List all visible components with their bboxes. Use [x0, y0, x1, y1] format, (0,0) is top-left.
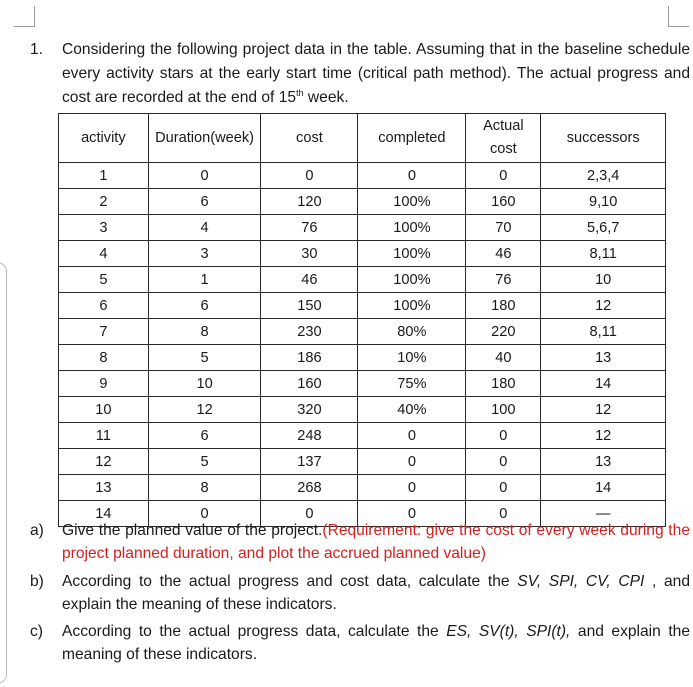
cell-completed: 0 — [358, 501, 466, 527]
table-row — [59, 397, 666, 423]
cell-completed: 0 — [358, 475, 466, 501]
table-row — [59, 449, 666, 475]
cell-actual-cost: 70 — [466, 215, 541, 241]
cell-completed: 10% — [358, 345, 466, 371]
part-b-label: b) — [30, 573, 44, 590]
cell-duration: 8 — [148, 319, 261, 345]
cell-cost: 160 — [261, 371, 358, 397]
cell-successors: 13 — [541, 345, 666, 371]
question-text: Considering the following project data in the table. Assuming that in the baseline schedule every activity stars at the early start time (critical path method). The actual progress and cost are recorded at the end of 15th week. — [62, 41, 690, 106]
part-b: b) According to the actual progress and cost data, calculate the SV, SPI, CV, CPI , and explain the meaning of these indicators. — [30, 570, 690, 616]
ordinal-suffix: th — [296, 88, 304, 98]
table-row — [59, 241, 666, 267]
header-activity: activity — [59, 114, 149, 163]
cell-actual-cost: 0 — [466, 423, 541, 449]
part-a-label: a) — [30, 522, 44, 539]
cell-actual-cost: 100 — [466, 397, 541, 423]
table-row — [59, 345, 666, 371]
table-row — [59, 371, 666, 397]
cell-completed: 100% — [358, 241, 466, 267]
cell-actual-cost: 160 — [466, 189, 541, 215]
cell-activity: 4 — [59, 241, 149, 267]
cell-actual-cost: 46 — [466, 241, 541, 267]
cell-activity: 12 — [59, 449, 149, 475]
cell-successors: 8,11 — [541, 241, 666, 267]
cell-cost: 137 — [261, 449, 358, 475]
cell-duration: 0 — [148, 163, 261, 189]
cell-cost: 186 — [261, 345, 358, 371]
cell-successors: — — [541, 501, 666, 527]
crop-mark-top-left — [14, 6, 35, 27]
question-number: 1. — [30, 41, 44, 58]
cell-successors: 8,11 — [541, 319, 666, 345]
cell-activity: 5 — [59, 267, 149, 293]
cell-completed: 80% — [358, 319, 466, 345]
cell-cost: 230 — [261, 319, 358, 345]
cell-successors: 13 — [541, 449, 666, 475]
cell-actual-cost: 0 — [466, 475, 541, 501]
cell-completed: 100% — [358, 293, 466, 319]
part-c: c) According to the actual progress data, calculate the ES, SV(t), SPI(t), and explain the meaning of these indicators. — [30, 620, 690, 666]
cell-activity: 3 — [59, 215, 149, 241]
cell-actual-cost: 180 — [466, 371, 541, 397]
cell-activity: 9 — [59, 371, 149, 397]
cell-actual-cost: 220 — [466, 319, 541, 345]
cell-successors: 10 — [541, 267, 666, 293]
part-a-text: Give the planned value of the project. — [62, 522, 323, 539]
cell-completed: 0 — [358, 449, 466, 475]
cell-completed: 0 — [358, 163, 466, 189]
table-header-row — [59, 114, 666, 163]
cell-activity: 10 — [59, 397, 149, 423]
cell-actual-cost: 40 — [466, 345, 541, 371]
table-row — [59, 475, 666, 501]
table-row — [59, 215, 666, 241]
cell-completed: 100% — [358, 215, 466, 241]
cell-cost: 268 — [261, 475, 358, 501]
side-scroll-bracket — [0, 262, 7, 684]
cell-activity: 13 — [59, 475, 149, 501]
cell-duration: 6 — [148, 189, 261, 215]
table-row — [59, 267, 666, 293]
cell-actual-cost: 76 — [466, 267, 541, 293]
cell-completed: 40% — [358, 397, 466, 423]
cell-successors: 12 — [541, 397, 666, 423]
cell-duration: 12 — [148, 397, 261, 423]
cell-duration: 10 — [148, 371, 261, 397]
part-b-indicators: SV, SPI, CV, CPI — [517, 573, 645, 590]
header-duration: Duration(week) — [148, 114, 261, 163]
table-row — [59, 189, 666, 215]
part-c-indicators: ES, SV(t), SPI(t), — [446, 623, 571, 640]
part-c-label: c) — [30, 623, 43, 640]
cell-successors: 5,6,7 — [541, 215, 666, 241]
table-row — [59, 293, 666, 319]
project-data-table — [58, 113, 666, 527]
header-completed: completed — [358, 114, 466, 163]
cell-actual-cost: 0 — [466, 163, 541, 189]
part-a-requirement: (Requirement: give the cost of every week during the project planned duration, and plot the accrued planned value) — [62, 522, 690, 562]
header-actual-cost: Actual cost — [466, 114, 541, 163]
cell-successors: 12 — [541, 293, 666, 319]
cell-duration: 3 — [148, 241, 261, 267]
cell-cost: 320 — [261, 397, 358, 423]
cell-actual-cost: 180 — [466, 293, 541, 319]
cell-completed: 75% — [358, 371, 466, 397]
cell-duration: 5 — [148, 449, 261, 475]
table-body — [59, 163, 666, 527]
cell-cost: 0 — [261, 501, 358, 527]
cell-actual-cost: 0 — [466, 449, 541, 475]
cell-successors: 2,3,4 — [541, 163, 666, 189]
table-row — [59, 319, 666, 345]
cell-cost: 30 — [261, 241, 358, 267]
cell-duration: 5 — [148, 345, 261, 371]
cell-activity: 2 — [59, 189, 149, 215]
cell-completed: 100% — [358, 189, 466, 215]
cell-duration: 6 — [148, 423, 261, 449]
cell-activity: 11 — [59, 423, 149, 449]
table-row — [59, 163, 666, 189]
cell-cost: 46 — [261, 267, 358, 293]
cell-activity: 7 — [59, 319, 149, 345]
header-cost: cost — [261, 114, 358, 163]
cell-activity: 6 — [59, 293, 149, 319]
cell-successors: 14 — [541, 371, 666, 397]
header-successors: successors — [541, 114, 666, 163]
cell-completed: 0 — [358, 423, 466, 449]
cell-duration: 8 — [148, 475, 261, 501]
cell-duration: 6 — [148, 293, 261, 319]
question-1 — [30, 38, 690, 110]
cell-cost: 0 — [261, 163, 358, 189]
cell-successors: 14 — [541, 475, 666, 501]
cell-successors: 9,10 — [541, 189, 666, 215]
cell-cost: 248 — [261, 423, 358, 449]
cell-activity: 8 — [59, 345, 149, 371]
cell-duration: 1 — [148, 267, 261, 293]
cell-cost: 120 — [261, 189, 358, 215]
part-a — [30, 519, 690, 565]
cell-duration: 4 — [148, 215, 261, 241]
cell-duration: 0 — [148, 501, 261, 527]
cell-activity: 1 — [59, 163, 149, 189]
cell-successors: 12 — [541, 423, 666, 449]
cell-cost: 150 — [261, 293, 358, 319]
cell-activity: 14 — [59, 501, 149, 527]
cell-cost: 76 — [261, 215, 358, 241]
cell-actual-cost: 0 — [466, 501, 541, 527]
cell-completed: 100% — [358, 267, 466, 293]
table-row — [59, 423, 666, 449]
crop-mark-top-right — [668, 6, 689, 27]
